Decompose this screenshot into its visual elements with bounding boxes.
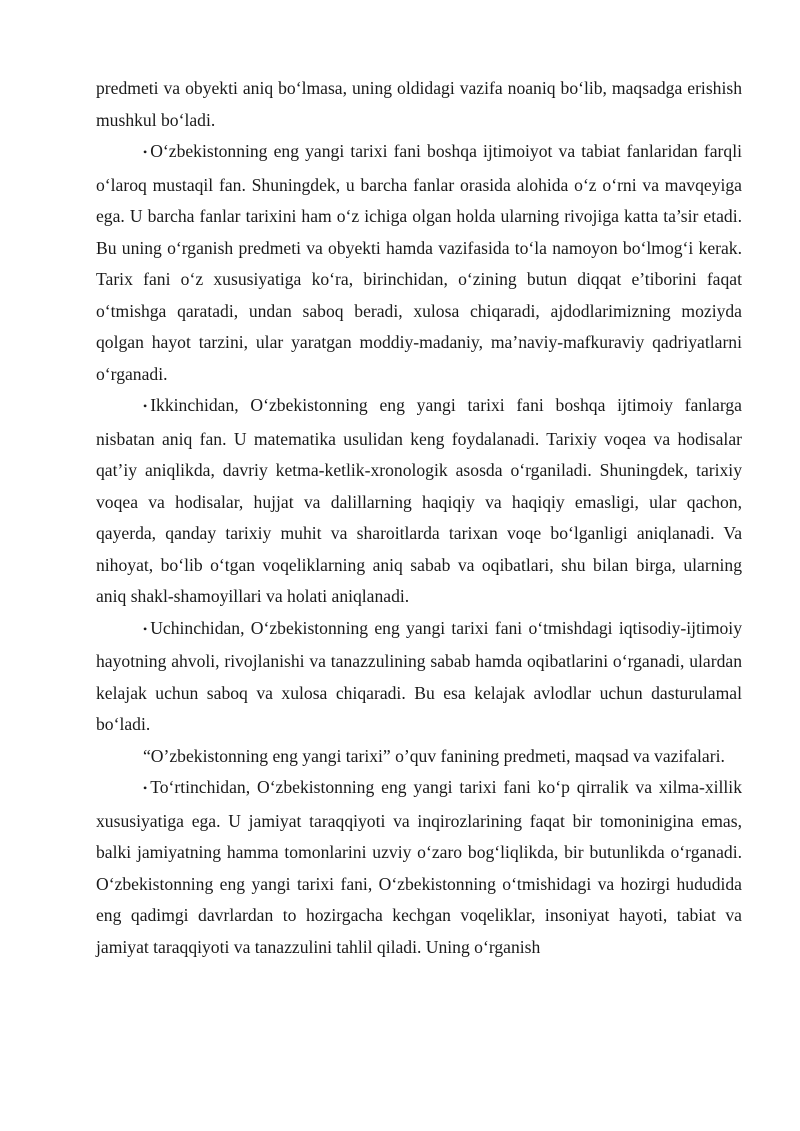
paragraph-section-heading	[96, 741, 742, 773]
paragraph-text: O‘zbekistonning eng yangi tarixi fani boshqa ijtimoiyot va tabiat fanlaridan farqli o‘laroq mustaqil fan. Shuningdek, u barcha fanlar orasida alohida o‘z o‘rni va mavqeyiga ega. U barcha fanlar tarixini ham o‘z ichiga olgan holda ularning rivojiga katta ta’sir etadi. Bu uning o‘rganish predmeti va obyekti hamda vazifasida to‘la namoyon bo‘lmog‘i kerak. Tarix fani o‘z xususiyatiga ko‘ra, birinchidan, o‘zining butun diqqat e’tiborini faqat o‘tmishga qaratadi, undan saboq beradi, xulosa chiqaradi, ajdodlarimizning moziyda qolgan hayot tarzini, ular yaratgan moddiy-madaniy, ma’naviy-mafkuraviy qadriyatlarni o‘rganadi.	[96, 141, 742, 384]
bullet-icon: •	[143, 621, 148, 636]
bullet-icon: •	[143, 781, 148, 795]
paragraph-fourth-point	[96, 772, 742, 963]
paragraph-second-point	[96, 390, 742, 613]
paragraph-first-point	[96, 136, 742, 390]
paragraph-text: Ikkinchidan, O‘zbekistonning eng yangi tarixi fani boshqa ijtimoiy fanlarga nisbatan aniq fan. U matematika usulidan keng foydalanadi. Tarixiy voqea va hodisalar qat’iy aniqlikda, davriy ketma-ketlik-xronologik asosda o‘rganiladi. Shuningdek, tarixiy voqea va hodisalar, hujjat va dalillarning haqiqiy va haqiqiy emasligi, ular qachon, qayerda, qanday tarixiy muhit va sharoitlarda tarixan voqe bo‘lganligi aniqlanadi. Va nihoyat, bo‘lib o‘tgan voqeliklarning aniq sabab va oqibatlari, shu bilan birga, ularning aniq shakl-shamoyillari va holati aniqlanadi.	[96, 395, 742, 606]
paragraph-continuation	[96, 73, 742, 136]
paragraph-text: To‘rtinchidan, O‘zbekistonning eng yangi tarixi fani ko‘p qirralik va xilma-xillik xususiyatiga ega. U jamiyat taraqqiyoti va inqirozlarining faqat bir tomoninigina emas, balki jamiyatning hamma tomonlarini uzviy o‘zaro bog‘liqlikda, bir butunlikda o‘rganadi. O‘zbekistonning eng yangi tarixi fani, O‘zbekistonning o‘tmishidagi va hozirgi hududida eng qadimgi davrlardan to hozirgacha kechgan voqeliklar, insoniyat hayoti, tabiat va jamiyat taraqqiyoti va tanazzulini tahlil qiladi. Uning o‘rganish	[96, 777, 742, 957]
bullet-icon: •	[143, 399, 148, 413]
document-page	[96, 73, 742, 963]
paragraph-text: Uchinchidan, O‘zbekistonning eng yangi tarixi fani o‘tmishdagi iqtisodiy-ijtimoiy hayotning ahvoli, rivojlanishi va tanazzulining sabab hamda oqibatlarini o‘rganadi, ulardan kelajak uchun saboq va xulosa chiqaradi. Bu esa kelajak avlodlar uchun dasturulamal bo‘ladi.	[96, 617, 742, 734]
paragraph-text: predmeti va obyekti aniq bo‘lmasa, uning oldidagi vazifa noaniq bo‘lib, maqsadga erishish mushkul bo‘ladi.	[96, 78, 742, 130]
bullet-icon: •	[143, 145, 148, 159]
paragraph-text: “O’zbekistonning eng yangi tarixi” o’quv fanining predmeti, maqsad va vazifalari.	[143, 745, 725, 766]
paragraph-third-point	[96, 613, 742, 741]
